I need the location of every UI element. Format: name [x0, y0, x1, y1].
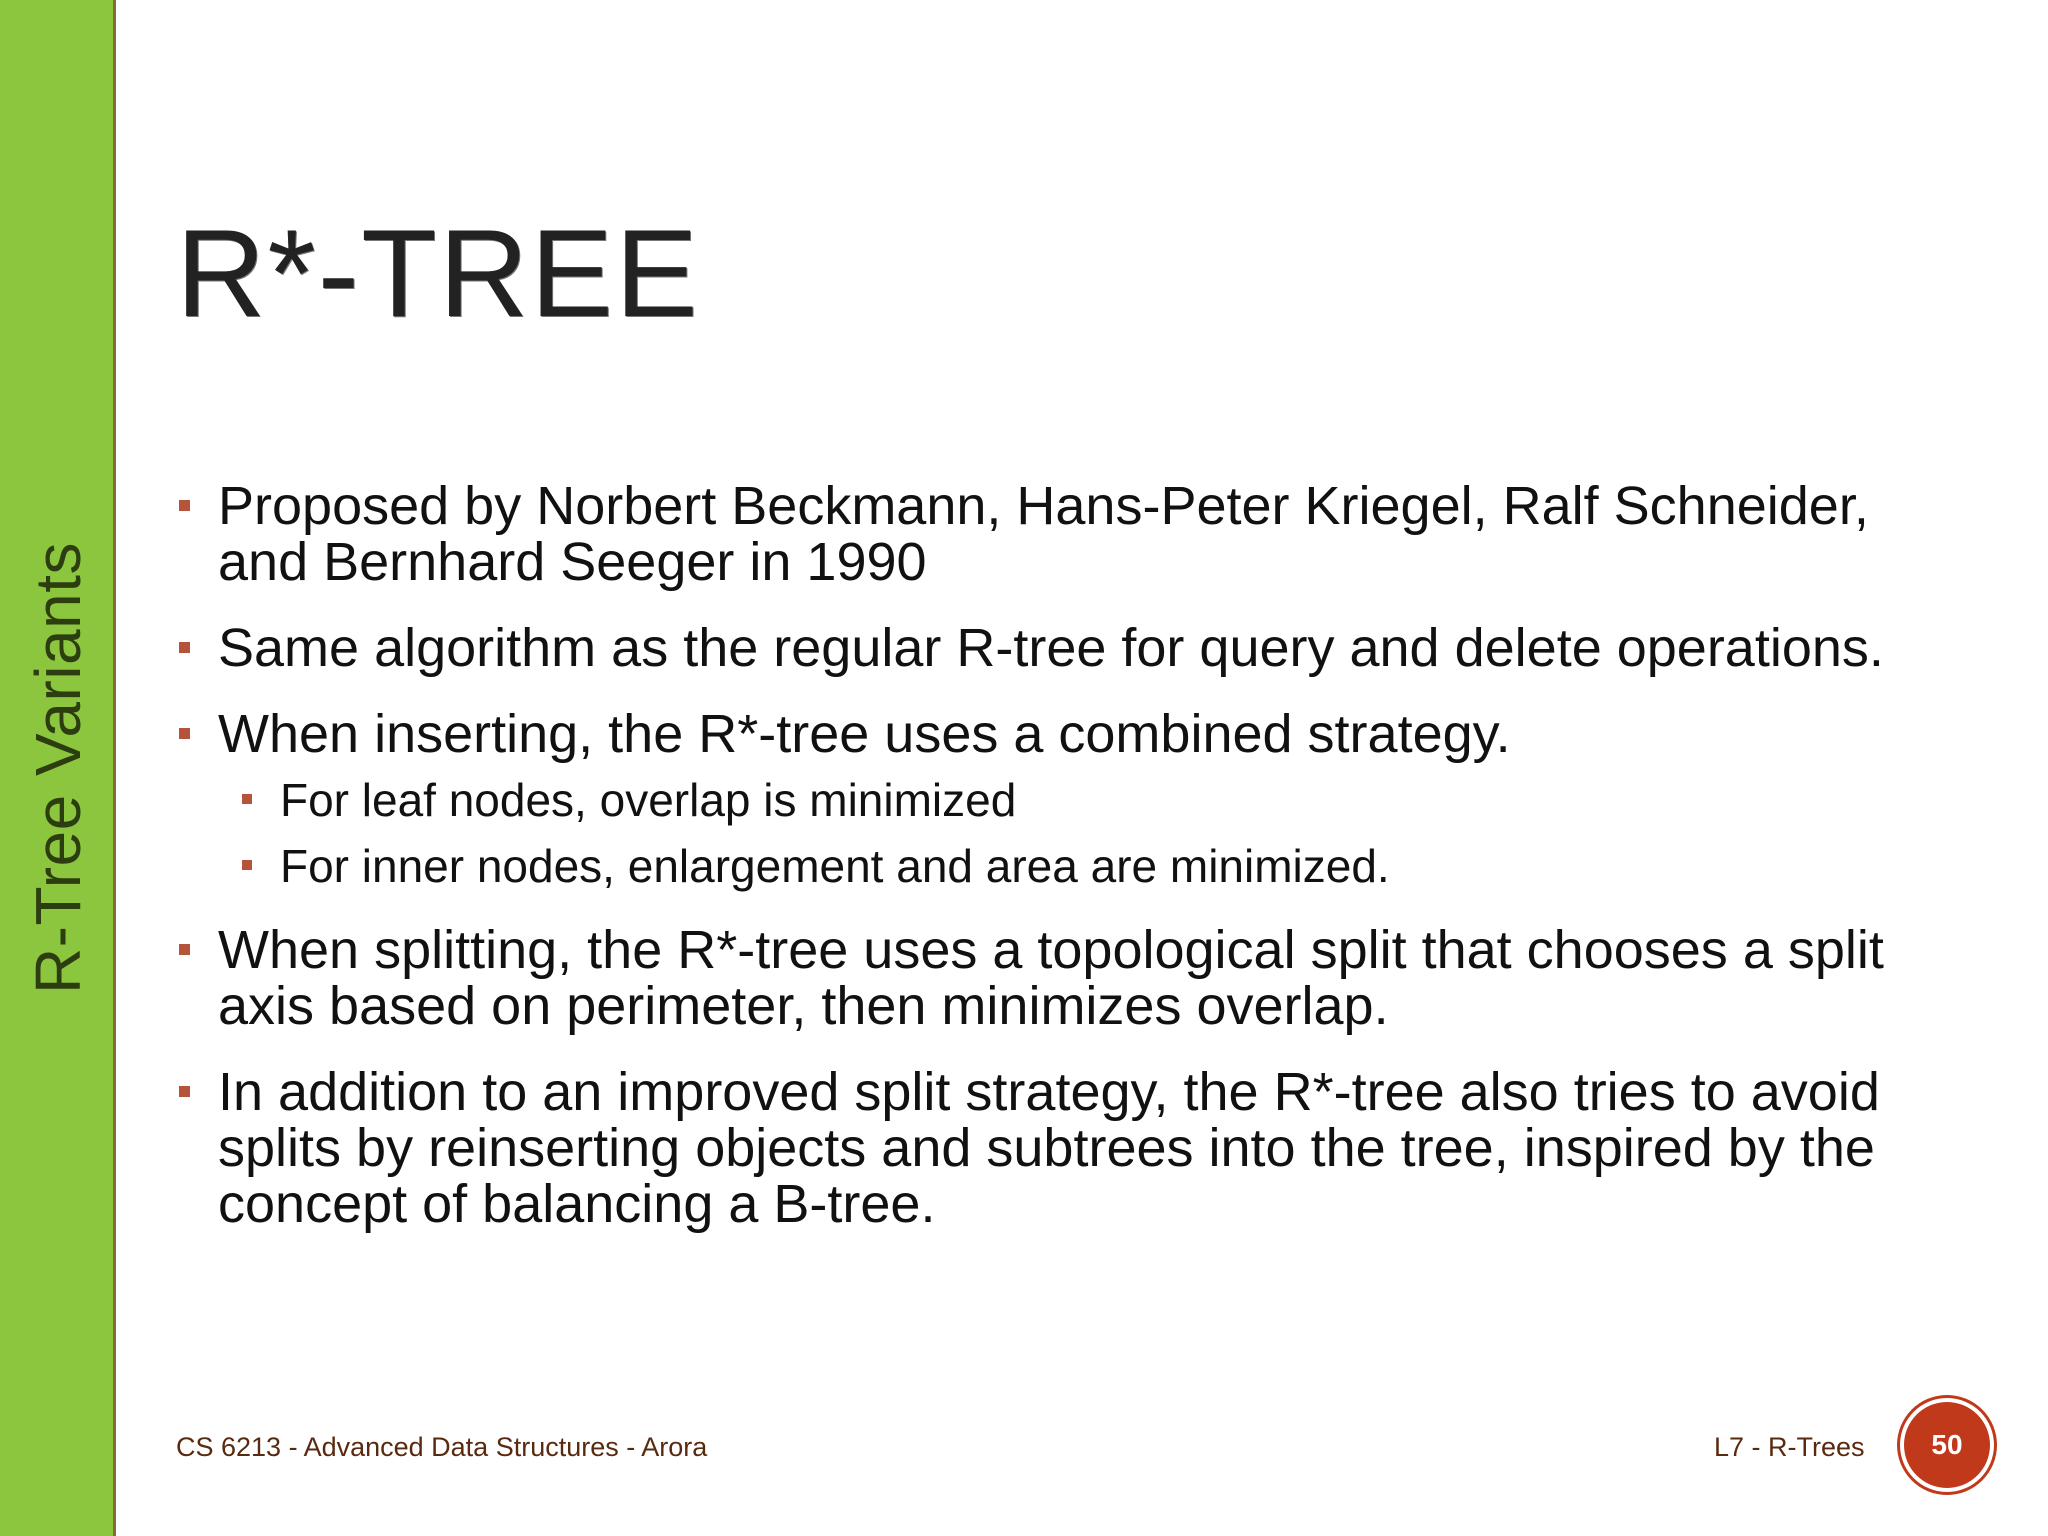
slide-content: [176, 478, 1896, 1262]
bullet-item: [176, 922, 1896, 1034]
bullet-text: When inserting, the R*-tree uses a combined strategy.: [218, 704, 1511, 764]
sidebar-band: [0, 0, 116, 1536]
bullet-square-icon: [179, 728, 190, 739]
bullet-text: Same algorithm as the regular R-tree for query and delete operations.: [218, 618, 1884, 678]
bullet-square-icon: [179, 642, 190, 653]
bullet-square-icon: [179, 500, 190, 511]
section-label: R-Tree Variants: [22, 541, 94, 995]
bullet-text: When splitting, the R*-tree uses a topological split that chooses a split axis based on perimeter, then minimizes overlap.: [218, 920, 1884, 1036]
sub-bullet-text: For leaf nodes, overlap is minimized: [280, 774, 1017, 826]
sub-bullet-item: [176, 840, 1896, 892]
bullet-item: [176, 478, 1896, 590]
slide-title: R*-TREE: [176, 205, 700, 343]
bullet-square-icon: [179, 944, 190, 955]
bullet-item: [176, 1064, 1896, 1232]
sub-bullet-text: For inner nodes, enlargement and area are minimized.: [280, 840, 1390, 892]
footer-course: CS 6213 - Advanced Data Structures - Arora: [176, 1432, 708, 1462]
bullet-square-icon: [179, 1086, 190, 1097]
sub-bullet-item: [176, 774, 1896, 826]
sub-bullet-list: [176, 774, 1896, 892]
sub-bullet-square-icon: [242, 860, 252, 870]
page-number: 50: [1931, 1429, 1963, 1460]
bullet-item: [176, 706, 1896, 762]
footer-lecture: L7 - R-Trees: [1714, 1432, 1865, 1462]
bullet-text: Proposed by Norbert Beckmann, Hans-Peter Kriegel, Ralf Schneider, and Bernhard Seeger in 1990: [218, 476, 1869, 592]
page-number-badge: [1904, 1402, 1990, 1488]
sub-bullet-square-icon: [242, 794, 252, 804]
bullet-item: [176, 620, 1896, 676]
bullet-text: In addition to an improved split strategy, the R*-tree also tries to avoid splits by reinserting objects and subtrees into the tree, inspired by the concept of balancing a B-tree.: [218, 1062, 1880, 1234]
